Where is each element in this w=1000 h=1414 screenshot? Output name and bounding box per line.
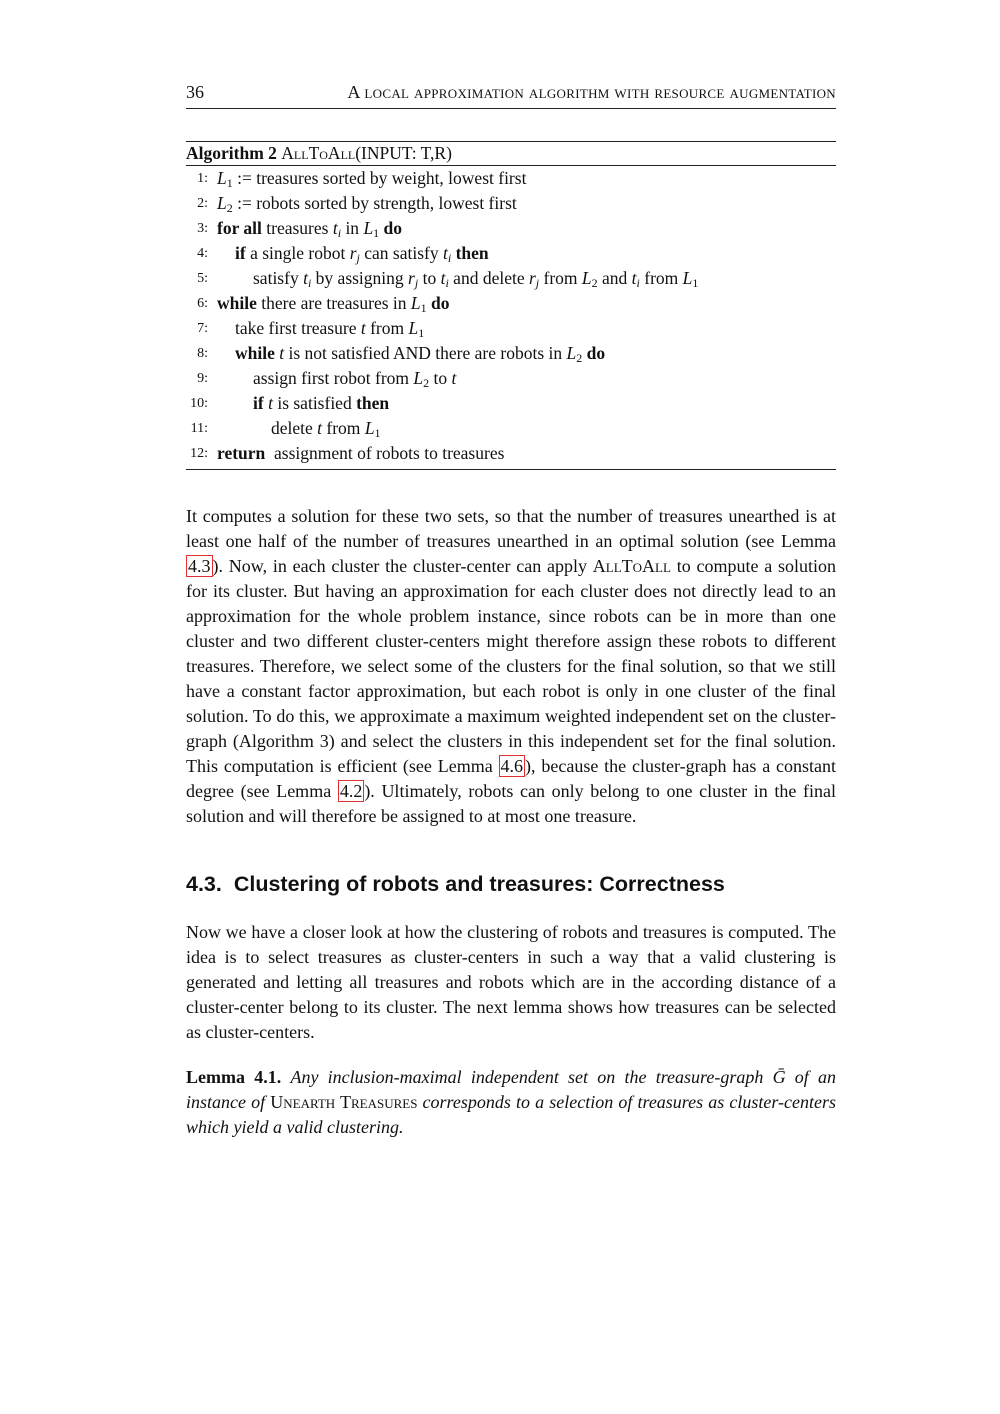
algorithm-line	[186, 341, 836, 366]
line-code: delete t from $L_1$	[271, 418, 381, 440]
line-code: assign first robot from $L_2$ to t	[253, 368, 457, 390]
algorithm-line	[186, 266, 836, 291]
line-code: for all treasures $t_i$ in $L_1$ do	[217, 218, 403, 240]
paragraph-text: ). Now, in each cluster the cluster-center can apply	[212, 556, 593, 576]
line-number: 12:	[190, 446, 208, 461]
algorithm-line	[186, 241, 836, 266]
line-code: $L_1$ := treasures sorted by weight, lowest first	[217, 168, 527, 190]
algorithm-box	[186, 141, 836, 470]
algorithm-line	[186, 366, 836, 391]
line-number: 10:	[190, 396, 208, 411]
algorithm-line	[186, 216, 836, 241]
algorithm-name: AllToAll	[281, 143, 356, 163]
paragraph-text: to compute a solution for its cluster. But having an approximation for each cluster does not directly lead to an approximation for the whole problem instance, since robots can be in more than one cluster and two different cluster-centers might therefore assign these robots to different treasures. Therefore, we select some of the clusters for the final solution, so that we still have a constant factor approximation, but each robot is only in one cluster of the final solution. To do this, we approximate a maximum weighted independent set on the cluster-graph (Algorithm 3) and select the clusters in this independent set for the final solution. This computation is efficient (see Lemma	[186, 556, 836, 776]
paragraph-text: It computes a solution for these two sets, so that the number of treasures unearthed is at least one half of the number of treasures unearthed in an optimal solution (see Lemma	[186, 506, 836, 551]
lemma-ref-link[interactable]: 4.2	[339, 781, 363, 801]
line-code: satisfy $t_i$ by assigning $r_j$ to $t_i$ and delete $r_j$ from $L_2$ and $t_i$ from $L_1$	[253, 268, 699, 290]
section-number: 4.3.	[186, 872, 222, 896]
line-number: 8:	[197, 346, 208, 361]
algorithm-line	[186, 416, 836, 441]
chapter-title: A local approximation algorithm with resource augmentation	[347, 82, 836, 102]
algorithm-line	[186, 316, 836, 341]
section-title: Clustering of robots and treasures: Correctness	[233, 872, 725, 896]
lemma-ref-link[interactable]: 4.3	[188, 556, 211, 576]
line-code: if t is satisfied then	[253, 393, 390, 413]
paragraph-text: ), because the cluster-graph has a constant degree (see Lemma	[186, 756, 836, 801]
lemma-text: of an instance of	[186, 1067, 837, 1112]
problem-name: Unearth Treasures	[270, 1092, 418, 1112]
line-code: if a single robot $r_j$ can satisfy $t_i$ then	[235, 243, 489, 265]
line-number: 1:	[197, 171, 208, 186]
line-number: 5:	[197, 271, 208, 286]
algorithm-lines	[186, 166, 836, 466]
line-number: 7:	[197, 321, 208, 336]
algorithm-name-inline: AllToAll	[592, 556, 671, 576]
algorithm-caption	[186, 142, 836, 165]
line-code: while there are treasures in $L_1$ do	[217, 293, 450, 315]
algorithm-label: Algorithm 2	[186, 143, 277, 163]
algorithm-line	[186, 166, 836, 191]
algorithm-input: (INPUT: T,R)	[355, 143, 452, 163]
lemma-statement	[186, 1065, 836, 1140]
page-number: 36	[186, 82, 204, 102]
line-code: while t is not satisfied AND there are robots in $L_2$ do	[235, 343, 606, 365]
lemma-label: Lemma 4.1.	[186, 1067, 282, 1087]
algorithm-line	[186, 441, 836, 466]
line-number: 9:	[197, 371, 208, 386]
section-heading	[186, 872, 836, 897]
algorithm-line	[186, 191, 836, 216]
algorithm-bottom-rule	[186, 469, 836, 470]
line-number: 3:	[197, 221, 208, 236]
paragraph-1	[186, 504, 836, 829]
algorithm-line	[186, 291, 836, 316]
paragraph-text: ). Ultimately, robots can only belong to one cluster in the final solution and will therefore be assigned to at most one treasure.	[186, 781, 836, 826]
algorithm-line	[186, 391, 836, 416]
lemma-text: Any inclusion-maximal independent set on the treasure-graph	[290, 1067, 773, 1087]
line-code: return assignment of robots to treasures	[217, 443, 505, 463]
line-code: $L_2$ := robots sorted by strength, lowest first	[217, 193, 517, 215]
line-number: 2:	[197, 196, 208, 211]
lemma-ref-link[interactable]: 4.6	[500, 756, 524, 776]
line-number: 4:	[197, 246, 208, 261]
line-code: take first treasure t from $L_1$	[235, 318, 425, 340]
paragraph-2: Now we have a closer look at how the clustering of robots and treasures is computed. The idea is to select treasures as cluster-centers in such a way that a valid clustering is generated and letting all treasures and robots which are in the according distance of a cluster-center belong to its cluster. The next lemma shows how treasures can be selected as cluster-centers.	[186, 922, 836, 1042]
running-header	[186, 82, 836, 109]
line-number: 11:	[190, 421, 208, 436]
line-number: 6:	[197, 296, 208, 311]
lemma-text: corresponds to a selection of treasures as cluster-centers which yield a valid clustering.	[186, 1092, 836, 1137]
lemma-symbol: Ḡ	[772, 1067, 786, 1087]
